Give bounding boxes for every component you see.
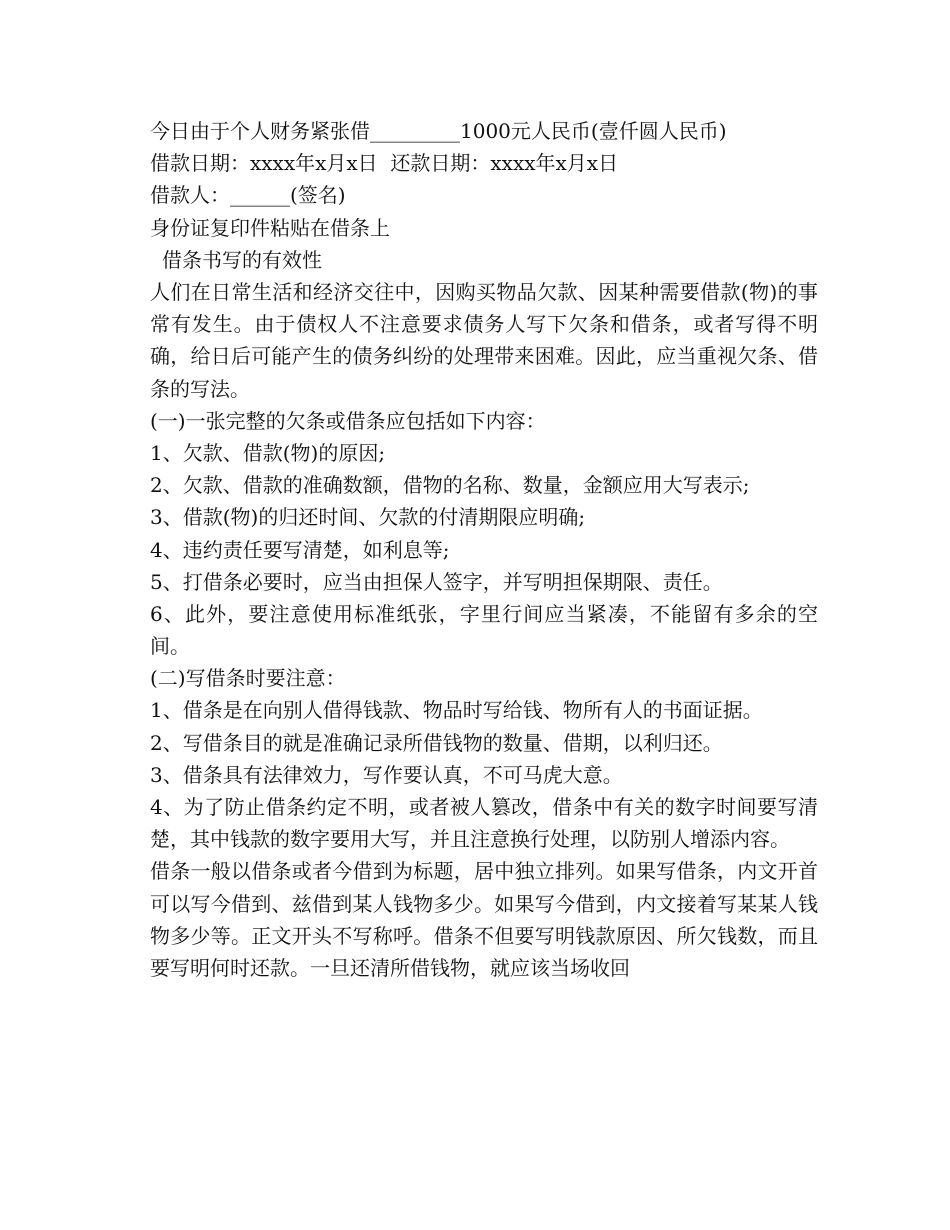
part2-heading: (二)写借条时要注意： — [150, 666, 346, 691]
part1-heading: (一)一张完整的欠条或借条应包括如下内容： — [150, 408, 546, 433]
list-item: 1、借条是在向别人借得钱款、物品时写给钱、物所有人的书面证据。 — [150, 698, 763, 723]
document-page — [138, 115, 818, 984]
list-item: 3、借款(物)的归还时间、欠款的付清期限应明确; — [150, 505, 586, 530]
loan-statement-line: 今日由于个人财务紧张借_________1000元人民币(壹仟圆人民币) — [150, 119, 727, 143]
intro-paragraph: 人们在日常生活和经济交往中，因购买物品欠款、因某种需要借款(物)的事常有发生。由于债权人不注意要求债务人写下欠条和借条，或者写得不明确，给日后可能产生的债务纠纷的处理带来困难。因此，应当重视欠条、借条的写法。 — [150, 279, 818, 401]
list-item: 2、欠款、借款的准确数额，借物的名称、数量，金额应用大写表示; — [150, 473, 750, 498]
list-item: 1、欠款、借款(物)的原因; — [150, 440, 386, 465]
borrower-signature-line: 借款人：______(签名) — [150, 183, 346, 208]
list-item: 5、打借条必要时，应当由担保人签字，并写明担保期限、责任。 — [150, 569, 723, 594]
list-item: 4、违约责任要写清楚，如利息等; — [150, 537, 450, 562]
list-item: 2、写借条目的就是准确记录所借钱物的数量、借期，以利归还。 — [150, 730, 723, 755]
loan-dates-line: 借款日期：xxxx年x月x日 还款日期：xxxx年x月x日 — [150, 151, 619, 176]
list-item: 4、为了防止借条约定不明，或者被人篡改，借条中有关的数字时间要写清楚，其中钱款的数字要用大写，并且注意换行处理，以防别人增添内容。 — [150, 795, 818, 852]
id-copy-note: 身份证复印件粘贴在借条上 — [150, 215, 390, 240]
list-item: 3、借条具有法律效力，写作要认真，不可马虎大意。 — [150, 762, 623, 787]
closing-paragraph: 借条一般以借条或者今借到为标题，居中独立排列。如果写借条，内文开首可以写今借到、兹借到某人钱物多少。如果写今借到，内文接着写某某人钱物多少等。正文开头不写称呼。借条不但要写明钱款原因、所欠钱数，而且要写明何时还款。一旦还清所借钱物，就应该当场收回 — [150, 859, 818, 981]
section-title: 借条书写的有效性 — [162, 247, 322, 272]
list-item: 6、此外，要注意使用标准纸张，字里行间应当紧凑，不能留有多余的空间。 — [150, 601, 818, 659]
